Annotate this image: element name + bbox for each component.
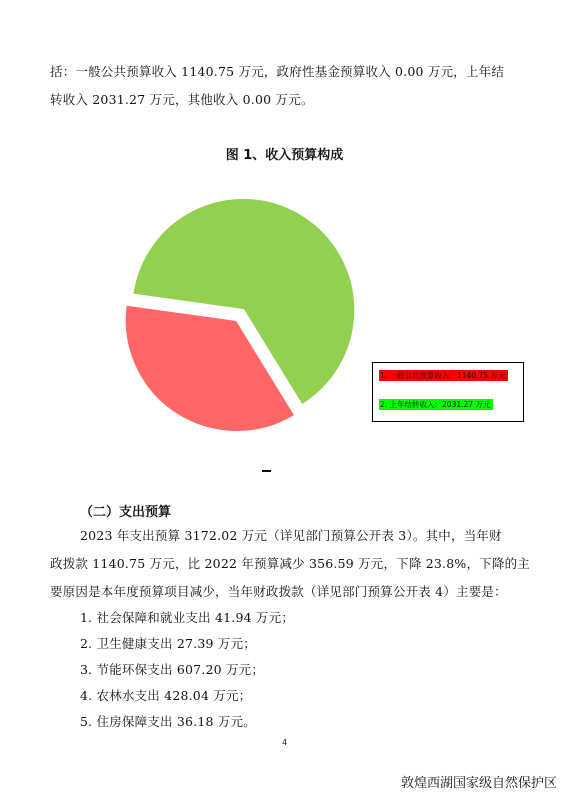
legend-item-general-budget [379,371,508,381]
figure-dash [262,470,271,472]
expenditure-para-line-3: 要原因是本年度预算项目减少，当年财政拨款（详见部门预算公开表 4）主要是： [50,584,507,599]
footer-organization: 敦煌西湖国家级自然保护区 [400,776,557,791]
expenditure-para-line-1: 2023 年支出预算 3172.02 万元（详见部门预算公开表 3）。其中，当年财 [80,528,502,543]
expenditure-item-4: 4. 农林水支出 428.04 万元； [80,688,252,703]
expenditure-item-2: 2. 卫生健康支出 27.39 万元； [80,636,256,651]
figure-title: 图 1、收入预算构成 [225,148,344,163]
chart-legend [372,362,524,422]
expenditure-para-line-2: 政拨款 1140.75 万元，比 2022 年预算减少 356.59 万元，下降 23.8%，下降的主 [50,556,530,571]
legend-label-carryover: 2. 上年结转收入：2031.27 万元 [379,399,493,410]
page-number: 4 [281,738,288,747]
pie-chart [110,180,370,440]
expenditure-item-3: 3. 节能环保支出 607.20 万元； [80,662,265,677]
intro-line-2: 转收入 2031.27 万元，其他收入 0.00 万元。 [50,92,314,107]
expenditure-item-5: 5. 住房保障支出 36.18 万元。 [80,714,256,729]
expenditure-item-1: 1. 社会保障和就业支出 41.94 万元； [80,610,295,625]
intro-line-1: 括：一般公共预算收入 1140.75 万元，政府性基金预算收入 0.00 万元，上年结 [50,64,505,79]
legend-label-general-budget: 1. 一般公共预算收入：1140.75 万元 [379,370,508,381]
section-heading-expenditure: （二）支出预算 [80,505,172,520]
legend-item-carryover [379,400,493,410]
